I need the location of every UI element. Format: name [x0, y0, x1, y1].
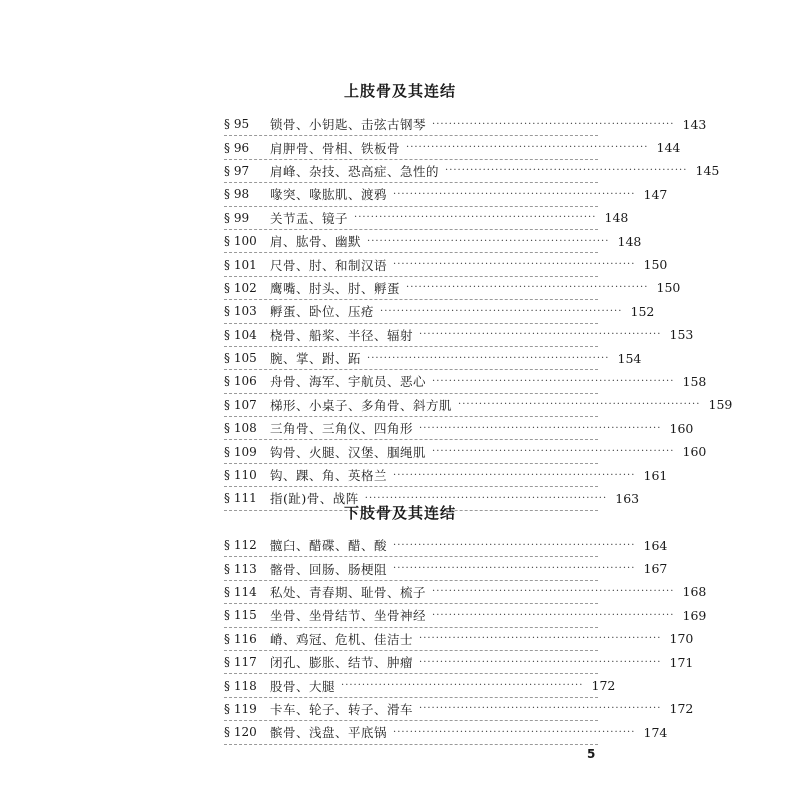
dot-leader: ·························································· [341, 680, 584, 692]
entry-page-number: 164 [643, 537, 668, 553]
section-title-upper-limb: 上肢骨及其连结 [343, 82, 456, 100]
entry-page-number: 150 [656, 280, 681, 296]
dot-leader: ·························································· [432, 446, 675, 458]
dot-leader: ·························································· [393, 469, 636, 481]
entry-title: 肩胛骨、骨相、铁板骨 [270, 140, 401, 156]
entry-number: § 105 [224, 351, 257, 366]
entry-number: § 99 [224, 210, 250, 225]
entry-number: § 107 [224, 397, 257, 412]
entry-title: 钩、踝、角、英格兰 [270, 468, 388, 484]
toc-entry[interactable] [224, 721, 668, 744]
entry-page-number: 150 [643, 257, 668, 273]
entry-number: § 116 [224, 631, 257, 646]
dot-leader: ·························································· [364, 492, 608, 504]
entry-page-number: 154 [617, 350, 642, 366]
entry-page-number: 148 [604, 210, 629, 226]
entry-number: § 115 [224, 608, 257, 623]
entry-title: 梯形、小桌子、多角骨、斜方肌 [270, 397, 453, 413]
entry-number: § 110 [224, 468, 257, 483]
dot-leader: ·························································· [419, 633, 662, 645]
entry-title: 肩峰、杂技、恐高症、急性的 [270, 163, 440, 179]
entry-title: 三角骨、三角仪、四角形 [270, 421, 414, 437]
entry-page-number: 172 [669, 701, 694, 717]
entry-number: § 119 [224, 701, 257, 716]
entry-title: 卡车、轮子、转子、滑车 [270, 701, 414, 717]
entry-title: 指(趾)骨、战阵 [270, 491, 359, 507]
dot-leader: ·························································· [432, 609, 675, 621]
page-number: 5 [587, 747, 596, 761]
toc-entry[interactable] [224, 113, 707, 136]
entry-title: 桡骨、船桨、半径、辐射 [270, 327, 414, 343]
entry-number: § 104 [224, 327, 257, 342]
toc-entry[interactable] [224, 183, 668, 206]
entry-number: § 98 [224, 187, 250, 202]
entry-page-number: 167 [643, 561, 668, 577]
entry-page-number: 144 [656, 140, 681, 156]
entry-number: § 112 [224, 538, 257, 553]
entry-page-number: 152 [630, 303, 655, 319]
toc-entry[interactable] [224, 464, 668, 487]
toc-entry[interactable] [224, 440, 707, 463]
entry-title: 锁骨、小钥匙、击弦古钢琴 [270, 117, 427, 133]
toc-entry[interactable] [224, 277, 681, 300]
entry-title: 孵蛋、卧位、压疮 [270, 304, 375, 320]
dot-leader: ·························································· [406, 142, 649, 154]
toc-entry[interactable] [224, 253, 668, 276]
dot-leader: ·························································· [393, 259, 636, 271]
toc-entry[interactable] [224, 581, 707, 604]
toc-entry[interactable] [224, 604, 707, 627]
entry-page-number: 174 [643, 724, 668, 740]
dot-leader: ·························································· [419, 329, 662, 341]
entry-page-number: 148 [617, 233, 642, 249]
entry-number: § 108 [224, 421, 257, 436]
toc-entry[interactable] [224, 628, 694, 651]
entry-title: 舟骨、海军、宇航员、恶心 [270, 374, 427, 390]
entry-page-number: 153 [669, 327, 694, 343]
entry-number: § 120 [224, 725, 257, 740]
dot-leader: ·························································· [393, 726, 636, 738]
toc-entry[interactable] [224, 674, 616, 697]
dot-leader: ·························································· [380, 305, 623, 317]
entry-number: § 97 [224, 163, 250, 178]
dot-leader: ·························································· [419, 703, 662, 715]
toc-list-upper-limb [224, 113, 733, 511]
entry-number: § 95 [224, 117, 250, 132]
dot-leader: ·························································· [393, 188, 636, 200]
dot-leader: ·························································· [393, 563, 636, 575]
toc-entry[interactable] [224, 698, 694, 721]
entry-title: 坐骨、坐骨结节、坐骨神经 [270, 608, 427, 624]
entry-number: § 106 [224, 374, 257, 389]
dot-leader: ·························································· [354, 212, 597, 224]
entry-page-number: 161 [643, 467, 668, 483]
toc-list-lower-limb [224, 534, 707, 745]
toc-entry[interactable] [224, 136, 681, 159]
entry-page-number: 168 [682, 584, 707, 600]
dot-leader: ·························································· [419, 656, 662, 668]
toc-entry[interactable] [224, 651, 694, 674]
toc-entry[interactable] [224, 534, 668, 557]
entry-page-number: 170 [669, 631, 694, 647]
entry-page-number: 160 [669, 420, 694, 436]
dot-leader: ·························································· [367, 352, 610, 364]
entry-number: § 103 [224, 304, 257, 319]
entry-page-number: 160 [682, 444, 707, 460]
toc-entry[interactable] [224, 300, 655, 323]
entry-number: § 118 [224, 678, 257, 693]
entry-title: 关节盂、镜子 [270, 210, 349, 226]
entry-page-number: 171 [669, 654, 694, 670]
dot-leader: ·························································· [432, 118, 675, 130]
entry-title: 尺骨、肘、和制汉语 [270, 257, 388, 273]
entry-title: 股骨、大腿 [270, 678, 336, 694]
entry-number: § 114 [224, 584, 257, 599]
toc-entry[interactable] [224, 417, 694, 440]
entry-number: § 101 [224, 257, 257, 272]
toc-entry[interactable] [224, 160, 720, 183]
entry-page-number: 145 [695, 163, 720, 179]
entry-page-number: 172 [591, 678, 616, 694]
entry-title: 喙突、喙肱肌、渡鸦 [270, 187, 388, 203]
toc-entry[interactable] [224, 207, 629, 230]
entry-title: 髌骨、浅盘、平底锅 [270, 725, 388, 741]
dot-leader: ·························································· [432, 586, 675, 598]
entry-title: 鹰嘴、肘头、肘、孵蛋 [270, 280, 401, 296]
dot-leader: ·························································· [393, 539, 636, 551]
toc-entry[interactable] [224, 394, 733, 417]
entry-title: 肩、肱骨、幽默 [270, 234, 362, 250]
dot-leader: ·························································· [406, 282, 649, 294]
entry-number: § 100 [224, 234, 257, 249]
dot-leader: ·························································· [432, 375, 675, 387]
entry-number: § 113 [224, 561, 257, 576]
toc-entry[interactable] [224, 370, 707, 393]
dot-leader: ·························································· [458, 399, 701, 411]
dot-leader: ·························································· [445, 165, 688, 177]
entry-title: 腕、掌、跗、跖 [270, 351, 362, 367]
entry-number: § 117 [224, 655, 257, 670]
entry-page-number: 158 [682, 373, 707, 389]
toc-entry[interactable] [224, 557, 668, 580]
entry-page-number: 163 [615, 490, 640, 506]
dot-leader: ·························································· [419, 422, 662, 434]
entry-number: § 102 [224, 280, 257, 295]
entry-title: 嵴、鸡冠、危机、佳洁士 [270, 631, 414, 647]
dot-leader: ·························································· [367, 235, 610, 247]
entry-title: 髂骨、回肠、肠梗阻 [270, 561, 388, 577]
toc-entry[interactable] [224, 230, 642, 253]
entry-page-number: 147 [643, 186, 668, 202]
entry-title: 闭孔、膨胀、结节、肿瘤 [270, 655, 414, 671]
entry-page-number: 159 [708, 397, 733, 413]
entry-title: 钩骨、火腿、汉堡、腘绳肌 [270, 444, 427, 460]
entry-page-number: 169 [682, 607, 707, 623]
entry-title: 私处、青春期、耻骨、梳子 [270, 584, 427, 600]
entry-title: 髋臼、醋碟、醋、酸 [270, 538, 388, 554]
section-title-lower-limb: 下肢骨及其连结 [343, 504, 456, 522]
toc-entry[interactable] [224, 324, 694, 347]
entry-number: § 109 [224, 444, 257, 459]
entry-page-number: 143 [682, 116, 707, 132]
entry-number: § 111 [224, 491, 257, 506]
entry-number: § 96 [224, 140, 250, 155]
toc-entry[interactable] [224, 347, 642, 370]
